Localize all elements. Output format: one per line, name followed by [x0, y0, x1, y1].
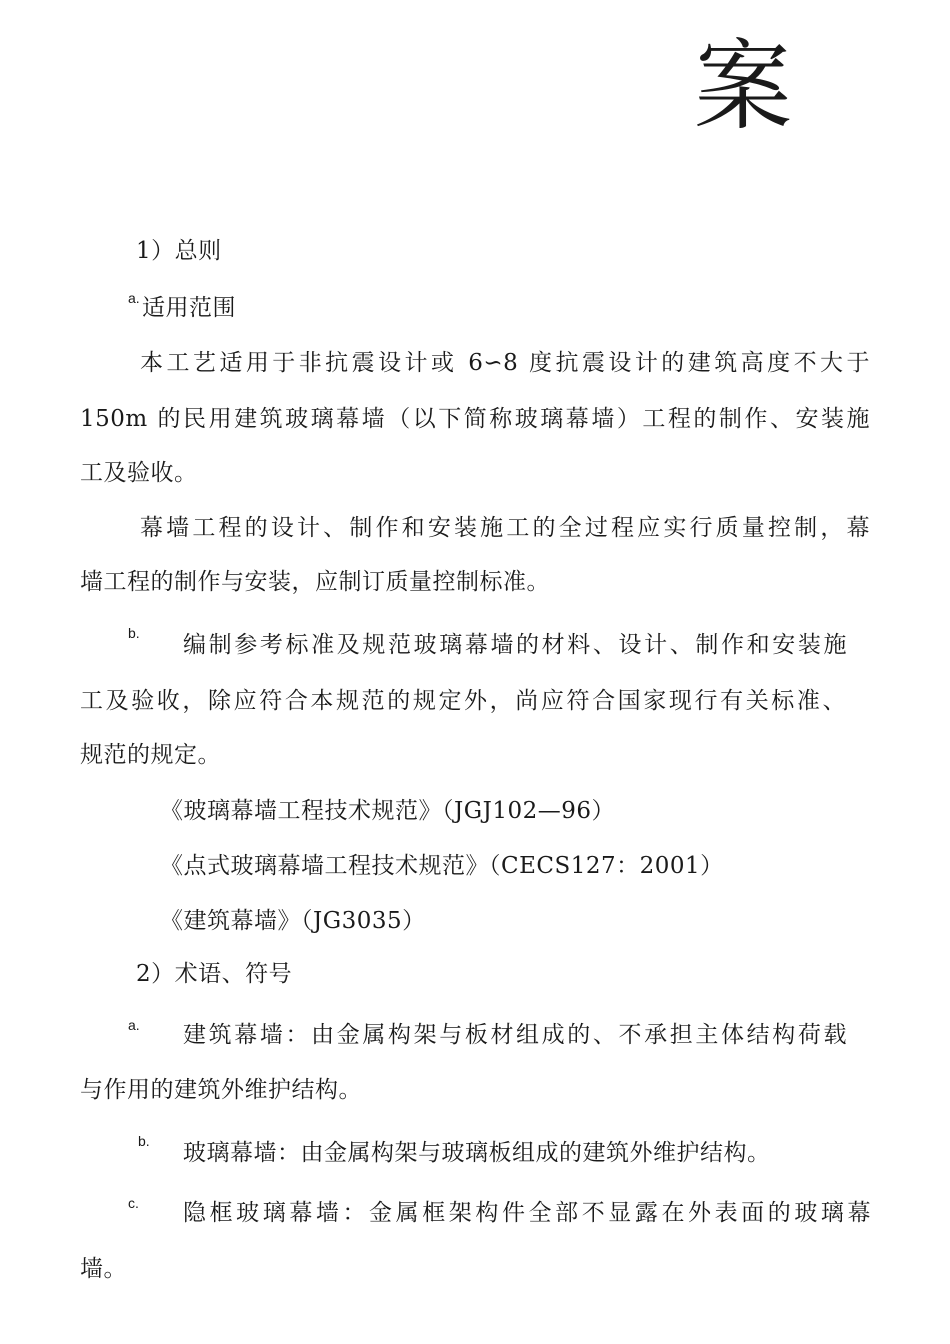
title-character: 案: [694, 30, 793, 144]
term-marker-b: b.: [138, 1133, 150, 1149]
section-2-heading: 2）术语、符号: [136, 961, 293, 987]
paragraph-1-line-1: 本工艺适用于非抗震设计或 6∽8 度抗震设计的建筑高度不大于: [140, 350, 870, 376]
term-b-line-1: 玻璃幕墙：由金属构架与玻璃板组成的建筑外维护结构。: [183, 1140, 771, 1166]
standard-3: 《建筑幕墙》（JG3035）: [160, 908, 426, 934]
item-marker-b: b.: [128, 625, 140, 641]
item-a-title: 适用范围: [142, 295, 236, 321]
term-marker-a: a.: [128, 1017, 140, 1033]
standard-2: 《点式玻璃幕墙工程技术规范》（CECS127：2001）: [160, 853, 724, 879]
item-b-line-3: 规范的规定。: [80, 742, 221, 768]
term-c-line-1: 隐框玻璃幕墙：金属框架构件全部不显露在外表面的玻璃幕: [183, 1200, 871, 1226]
item-marker-a: a.: [128, 290, 140, 306]
term-c-line-2: 墙。: [80, 1256, 127, 1282]
paragraph-2-line-1: 幕墙工程的设计、制作和安装施工的全过程应实行质量控制，幕: [140, 515, 870, 541]
standard-1: 《玻璃幕墙工程技术规范》（JGJ102—96）: [160, 798, 615, 824]
item-b-line-1: 编制参考标准及规范玻璃幕墙的材料、设计、制作和安装施: [183, 632, 847, 658]
paragraph-2-line-2: 墙工程的制作与安装，应制订质量控制标准。: [80, 569, 550, 595]
term-marker-c: c.: [128, 1195, 139, 1211]
section-1-heading: 1）总则: [136, 238, 222, 264]
term-a-line-1: 建筑幕墙：由金属构架与板材组成的、不承担主体结构荷载: [183, 1022, 847, 1048]
paragraph-1-line-2: 150m 的民用建筑玻璃幕墙（以下简称玻璃幕墙）工程的制作、安装施: [80, 406, 870, 432]
item-b-line-2: 工及验收，除应符合本规范的规定外，尚应符合国家现行有关标准、: [80, 688, 846, 714]
paragraph-1-line-3: 工及验收。: [80, 460, 198, 486]
term-a-line-2: 与作用的建筑外维护结构。: [80, 1077, 362, 1103]
